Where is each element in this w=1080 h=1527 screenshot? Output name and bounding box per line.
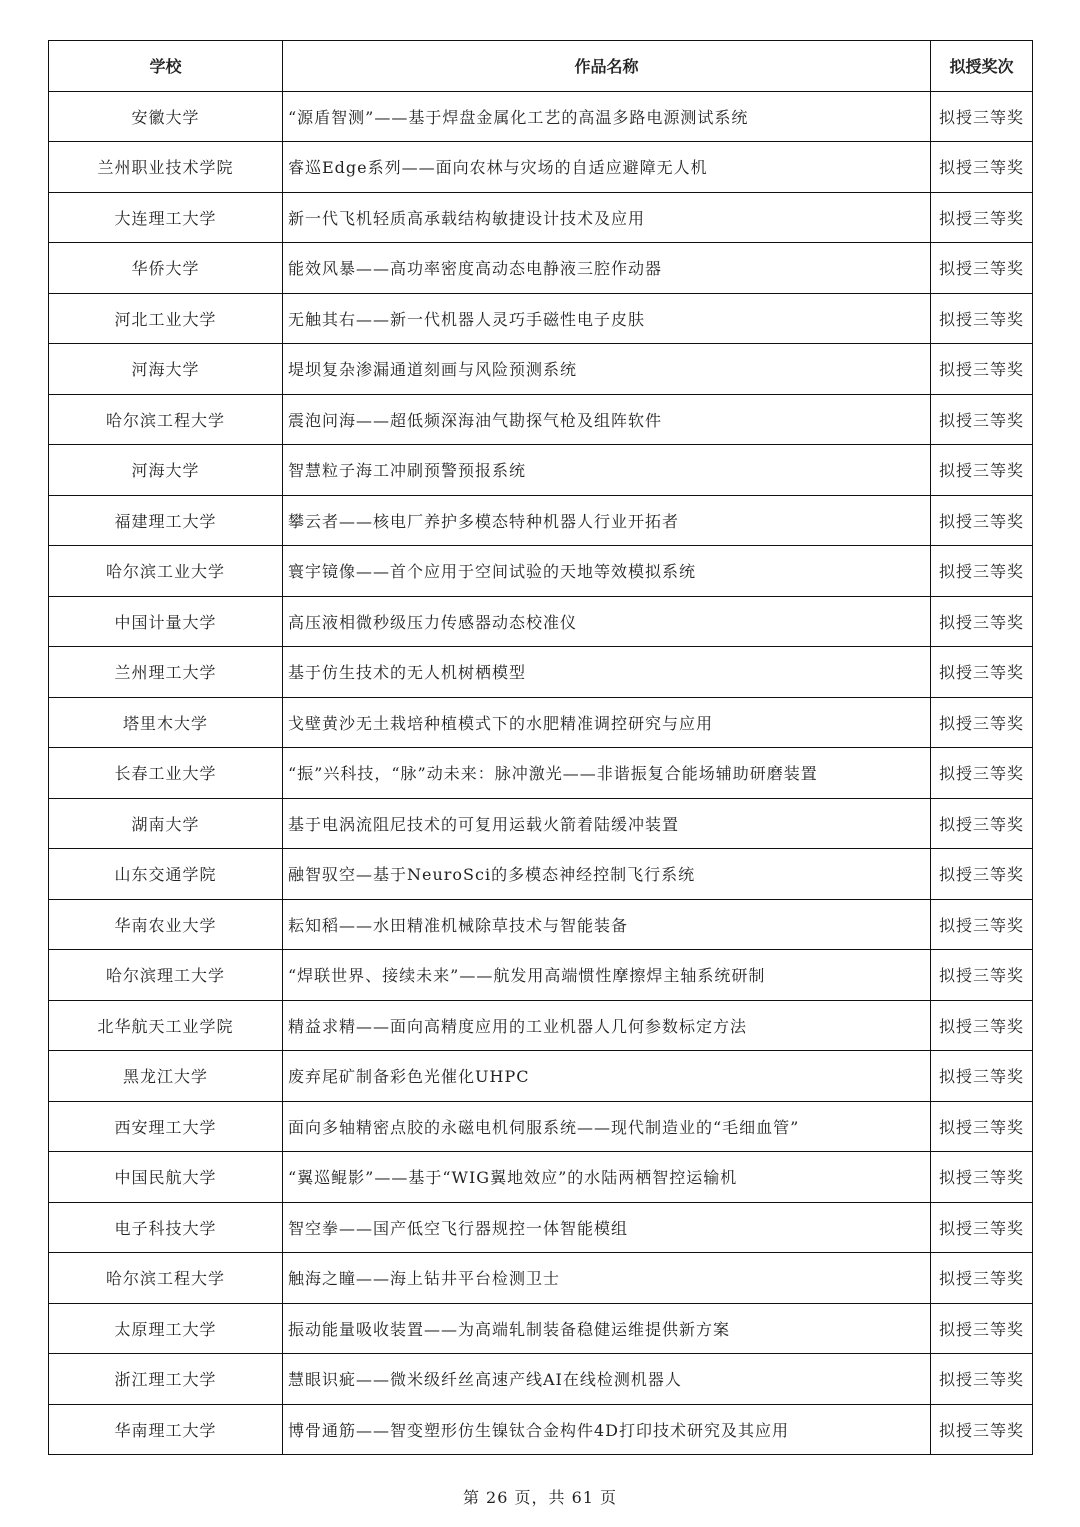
award-cell: 拟授三等奖 <box>931 1051 1033 1102</box>
school-cell: 中国计量大学 <box>49 596 283 647</box>
table-row <box>49 1404 1033 1455</box>
school-cell: 哈尔滨理工大学 <box>49 950 283 1001</box>
award-cell: 拟授三等奖 <box>931 394 1033 445</box>
title-cell: 触海之瞳——海上钻井平台检测卫士 <box>283 1253 931 1304</box>
school-cell: 兰州理工大学 <box>49 647 283 698</box>
table-row <box>49 1000 1033 1051</box>
title-cell: 睿巡Edge系列——面向农林与灾场的自适应避障无人机 <box>283 142 931 193</box>
title-cell: 振动能量吸收装置——为高端轧制装备稳健运维提供新方案 <box>283 1303 931 1354</box>
award-cell: 拟授三等奖 <box>931 192 1033 243</box>
school-cell: 塔里木大学 <box>49 697 283 748</box>
school-cell: 西安理工大学 <box>49 1101 283 1152</box>
title-cell: “源盾智测”——基于焊盘金属化工艺的高温多路电源测试系统 <box>283 91 931 142</box>
award-cell: 拟授三等奖 <box>931 697 1033 748</box>
table-row <box>49 192 1033 243</box>
table-row <box>49 798 1033 849</box>
award-cell: 拟授三等奖 <box>931 1000 1033 1051</box>
title-cell: 震泡问海——超低频深海油气勘探气枪及组阵软件 <box>283 394 931 445</box>
table-row <box>49 596 1033 647</box>
table-header-row <box>49 41 1033 92</box>
title-cell: 耘知稻——水田精准机械除草技术与智能装备 <box>283 899 931 950</box>
award-cell: 拟授三等奖 <box>931 950 1033 1001</box>
school-cell: 华南农业大学 <box>49 899 283 950</box>
title-cell: 融智驭空—基于NeuroSci的多模态神经控制飞行系统 <box>283 849 931 900</box>
awards-table <box>48 40 1033 1455</box>
title-cell: “焊联世界、接续未来”——航发用高端惯性摩擦焊主轴系统研制 <box>283 950 931 1001</box>
school-cell: 大连理工大学 <box>49 192 283 243</box>
table-row <box>49 293 1033 344</box>
title-cell: 堤坝复杂渗漏通道刻画与风险预测系统 <box>283 344 931 395</box>
school-cell: 长春工业大学 <box>49 748 283 799</box>
table-row <box>49 748 1033 799</box>
school-cell: 河北工业大学 <box>49 293 283 344</box>
school-cell: 湖南大学 <box>49 798 283 849</box>
award-cell: 拟授三等奖 <box>931 748 1033 799</box>
award-cell: 拟授三等奖 <box>931 1303 1033 1354</box>
award-cell: 拟授三等奖 <box>931 849 1033 900</box>
title-cell: 寰宇镜像——首个应用于空间试验的天地等效模拟系统 <box>283 546 931 597</box>
title-cell: 精益求精——面向高精度应用的工业机器人几何参数标定方法 <box>283 1000 931 1051</box>
title-cell: 高压液相微秒级压力传感器动态校准仪 <box>283 596 931 647</box>
school-cell: 北华航天工业学院 <box>49 1000 283 1051</box>
table-row <box>49 1253 1033 1304</box>
award-cell: 拟授三等奖 <box>931 293 1033 344</box>
school-cell: 安徽大学 <box>49 91 283 142</box>
table-row <box>49 1051 1033 1102</box>
award-cell: 拟授三等奖 <box>931 445 1033 496</box>
award-cell: 拟授三等奖 <box>931 1253 1033 1304</box>
school-cell: 华南理工大学 <box>49 1404 283 1455</box>
school-cell: 山东交通学院 <box>49 849 283 900</box>
school-cell: 河海大学 <box>49 344 283 395</box>
table-row <box>49 445 1033 496</box>
table-row <box>49 546 1033 597</box>
table-row <box>49 950 1033 1001</box>
title-cell: 博骨通筋——智变塑形仿生镍钛合金构件4D打印技术研究及其应用 <box>283 1404 931 1455</box>
table-row <box>49 142 1033 193</box>
title-cell: 攀云者——核电厂养护多模态特种机器人行业开拓者 <box>283 495 931 546</box>
title-cell: 废弃尾矿制备彩色光催化UHPC <box>283 1051 931 1102</box>
award-cell: 拟授三等奖 <box>931 243 1033 294</box>
title-cell: 面向多轴精密点胶的永磁电机伺服系统——现代制造业的“毛细血管” <box>283 1101 931 1152</box>
award-cell: 拟授三等奖 <box>931 142 1033 193</box>
award-cell: 拟授三等奖 <box>931 596 1033 647</box>
award-cell: 拟授三等奖 <box>931 546 1033 597</box>
title-cell: “振”兴科技，“脉”动未来：脉冲激光——非谐振复合能场辅助研磨装置 <box>283 748 931 799</box>
title-cell: 戈壁黄沙无土栽培种植模式下的水肥精准调控研究与应用 <box>283 697 931 748</box>
title-cell: 能效风暴——高功率密度高动态电静液三腔作动器 <box>283 243 931 294</box>
title-cell: 基于电涡流阻尼技术的可复用运载火箭着陆缓冲装置 <box>283 798 931 849</box>
header-school: 学校 <box>49 41 283 92</box>
award-cell: 拟授三等奖 <box>931 899 1033 950</box>
award-cell: 拟授三等奖 <box>931 1101 1033 1152</box>
title-cell: 智慧粒子海工冲刷预警预报系统 <box>283 445 931 496</box>
header-award: 拟授奖次 <box>931 41 1033 92</box>
table-row <box>49 899 1033 950</box>
award-cell: 拟授三等奖 <box>931 1404 1033 1455</box>
table-row <box>49 647 1033 698</box>
award-cell: 拟授三等奖 <box>931 1152 1033 1203</box>
award-cell: 拟授三等奖 <box>931 91 1033 142</box>
table-row <box>49 1152 1033 1203</box>
title-cell: 基于仿生技术的无人机树栖模型 <box>283 647 931 698</box>
table-body <box>49 91 1033 1455</box>
table-row <box>49 495 1033 546</box>
award-cell: 拟授三等奖 <box>931 647 1033 698</box>
award-cell: 拟授三等奖 <box>931 1354 1033 1405</box>
table-row <box>49 243 1033 294</box>
header-title: 作品名称 <box>283 41 931 92</box>
table-row <box>49 344 1033 395</box>
table-row <box>49 1303 1033 1354</box>
award-cell: 拟授三等奖 <box>931 495 1033 546</box>
school-cell: 哈尔滨工程大学 <box>49 1253 283 1304</box>
title-cell: 慧眼识疵——微米级纤丝高速产线AI在线检测机器人 <box>283 1354 931 1405</box>
school-cell: 兰州职业技术学院 <box>49 142 283 193</box>
school-cell: 河海大学 <box>49 445 283 496</box>
table-row <box>49 849 1033 900</box>
page-number: 第 26 页，共 61 页 <box>462 1488 618 1507</box>
award-cell: 拟授三等奖 <box>931 798 1033 849</box>
table-row <box>49 1202 1033 1253</box>
title-cell: 智空拳——国产低空飞行器规控一体智能模组 <box>283 1202 931 1253</box>
school-cell: 福建理工大学 <box>49 495 283 546</box>
school-cell: 中国民航大学 <box>49 1152 283 1203</box>
school-cell: 哈尔滨工程大学 <box>49 394 283 445</box>
title-cell: 新一代飞机轻质高承载结构敏捷设计技术及应用 <box>283 192 931 243</box>
table-row <box>49 91 1033 142</box>
school-cell: 黑龙江大学 <box>49 1051 283 1102</box>
table-row <box>49 1354 1033 1405</box>
award-cell: 拟授三等奖 <box>931 344 1033 395</box>
school-cell: 浙江理工大学 <box>49 1354 283 1405</box>
title-cell: 无触其右——新一代机器人灵巧手磁性电子皮肤 <box>283 293 931 344</box>
table-row <box>49 697 1033 748</box>
school-cell: 哈尔滨工业大学 <box>49 546 283 597</box>
school-cell: 太原理工大学 <box>49 1303 283 1354</box>
table-row <box>49 1101 1033 1152</box>
school-cell: 华侨大学 <box>49 243 283 294</box>
award-cell: 拟授三等奖 <box>931 1202 1033 1253</box>
title-cell: “翼巡鲲影”——基于“WIG翼地效应”的水陆两栖智控运输机 <box>283 1152 931 1203</box>
school-cell: 电子科技大学 <box>49 1202 283 1253</box>
table-row <box>49 394 1033 445</box>
